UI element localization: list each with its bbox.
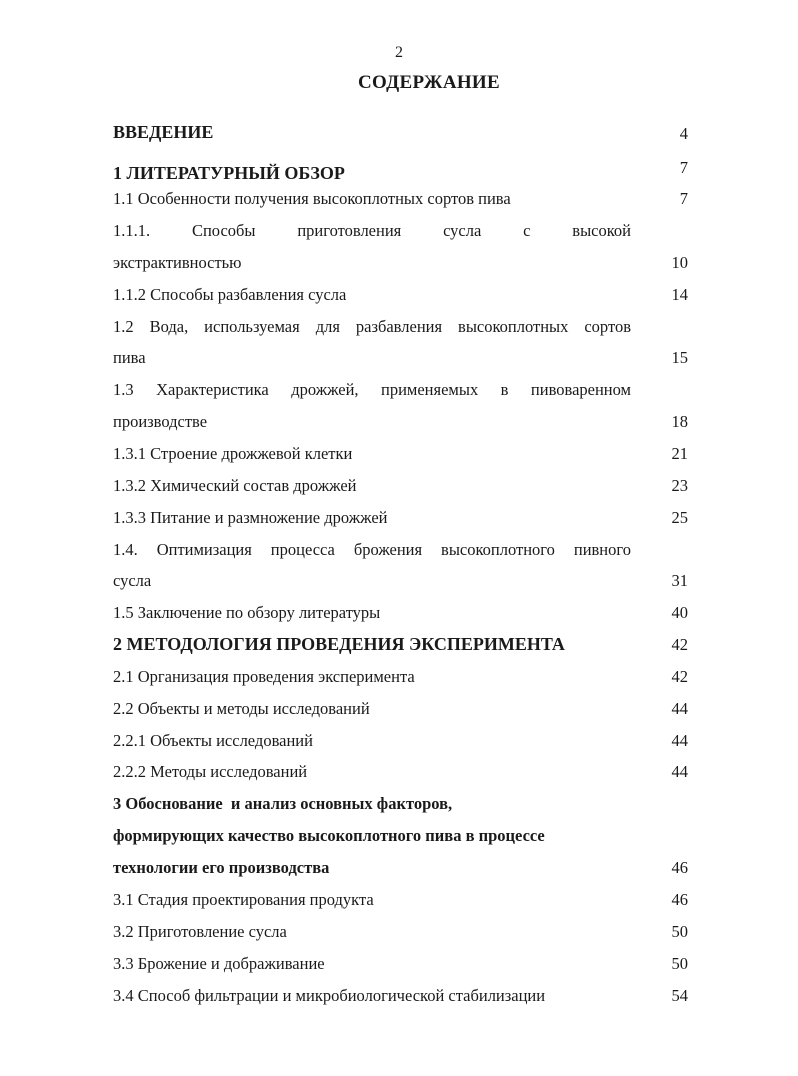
toc-page-number: 42 <box>671 667 688 686</box>
toc-entry-1-2-cont: пива <box>113 348 146 367</box>
toc-entry-1-3-2: 1.3.2 Химический состав дрожжей <box>113 476 357 495</box>
toc-page-number: 50 <box>671 954 688 973</box>
toc-entry-3-1: 3.1 Стадия проектирования продукта <box>113 890 374 909</box>
toc-entry-1-1-1: 1.1.1. Способы приготовления сусла с высокой <box>113 221 631 240</box>
toc-entry-1-2: 1.2 Вода, используемая для разбавления высокоплотных сортов <box>113 317 631 336</box>
toc-entry-1-3: 1.3 Характеристика дрожжей, применяемых в пивоваренном <box>113 380 631 399</box>
toc-page-number: 4 <box>679 124 688 143</box>
toc-entry-3-3: 3.3 Брожение и дображивание <box>113 954 325 973</box>
toc-entry-introduction: ВВЕДЕНИЕ <box>113 122 214 142</box>
toc-page-number: 7 <box>679 189 688 208</box>
toc-page-number: 15 <box>671 348 688 367</box>
toc-entry-1-4: 1.4. Оптимизация процесса брожения высокоплотного пивного <box>113 540 631 559</box>
toc-page-number: 42 <box>671 635 688 654</box>
toc-entry-1-1-1-cont: экстрактивностью <box>113 253 242 272</box>
page-title: СОДЕРЖАНИЕ <box>358 72 500 93</box>
toc-page-number: 54 <box>671 986 688 1005</box>
toc-entry-1-3-cont: производстве <box>113 412 208 431</box>
toc-page-number: 18 <box>671 412 688 431</box>
toc-page-number: 10 <box>671 253 688 272</box>
toc-page-number: 31 <box>671 571 688 590</box>
toc-entry-chapter-3-cont2: технологии его производства <box>113 858 330 877</box>
toc-entry-chapter-1: 1 ЛИТЕРАТУРНЫЙ ОБЗОР <box>113 163 345 183</box>
toc-page-number: 40 <box>671 603 688 622</box>
toc-entry-3-2: 3.2 Приготовление сусла <box>113 922 287 941</box>
toc-entry-1-3-3: 1.3.3 Питание и размножение дрожжей <box>113 508 388 527</box>
toc-entry-chapter-3-cont: формирующих качество высокоплотного пива в процессе <box>113 826 545 845</box>
toc-page-number: 7 <box>679 158 688 177</box>
toc-entry-1-3-1: 1.3.1 Строение дрожжевой клетки <box>113 444 353 463</box>
toc-page-number: 25 <box>671 508 688 527</box>
toc-entry-1-1-2: 1.1.2 Способы разбавления сусла <box>113 285 347 304</box>
toc-entry-1-1: 1.1 Особенности получения высокоплотных сортов пива <box>113 189 511 208</box>
toc-page-number: 46 <box>671 890 688 909</box>
toc-entry-3-4: 3.4 Способ фильтрации и микробиологической стабилизации <box>113 986 546 1005</box>
toc-entry-chapter-2: 2 МЕТОДОЛОГИЯ ПРОВЕДЕНИЯ ЭКСПЕРИМЕНТА <box>113 634 565 654</box>
toc-page-number: 44 <box>671 699 688 718</box>
toc-entry-2-1: 2.1 Организация проведения эксперимента <box>113 667 415 686</box>
toc-page-number: 46 <box>671 858 688 877</box>
toc-page-number: 23 <box>671 476 688 495</box>
toc-entry-chapter-3: 3 Обоснование и анализ основных факторов, <box>113 794 453 813</box>
toc-entry-2-2-2: 2.2.2 Методы исследований <box>113 762 308 781</box>
toc-entry-1-4-cont: сусла <box>113 571 152 590</box>
toc-entry-2-2-1: 2.2.1 Объекты исследований <box>113 731 313 750</box>
toc-page-number: 50 <box>671 922 688 941</box>
toc-entry-1-5: 1.5 Заключение по обзору литературы <box>113 603 381 622</box>
page-number: 2 <box>395 44 403 61</box>
toc-page-number: 44 <box>671 762 688 781</box>
toc-page-number: 14 <box>671 285 688 304</box>
toc-page-number: 44 <box>671 731 688 750</box>
toc-page-number: 21 <box>671 444 688 463</box>
toc-entry-2-2: 2.2 Объекты и методы исследований <box>113 699 370 718</box>
